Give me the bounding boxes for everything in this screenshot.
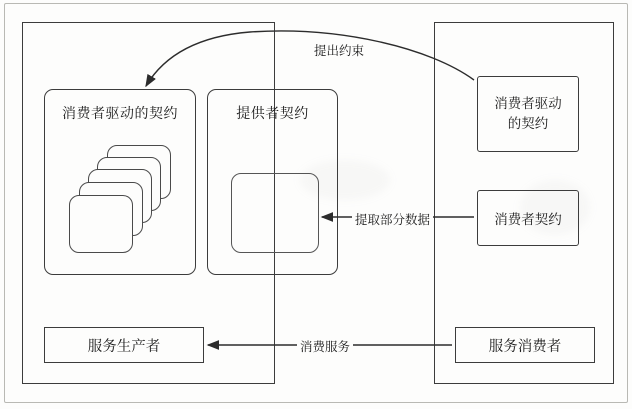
provider-contract-inner-box [231,173,319,253]
provider-contract-group-label: 提供者契约 [236,106,309,122]
edge-label-extract-partial-data: 提取部分数据 [352,210,433,228]
cdc-line1: 消费者驱动 [494,95,562,112]
consumer-contract-box [477,190,579,246]
contract-card-stack [69,145,179,261]
cdc-line2: 的契约 [507,116,549,132]
contract-card [69,195,133,253]
consumer-driven-contract-box [477,76,579,152]
edge-label-submit-constraint: 提出约束 [311,41,367,59]
service-consumer-box [455,327,595,363]
service-producer-label: 服务生产者 [87,338,161,355]
consumer-driven-contract-group [44,89,196,275]
consumer-driven-contract-group-label: 消费者驱动的契约 [62,106,178,122]
service-consumer-label: 服务消费者 [488,338,562,355]
edge-label-consume-service: 消费服务 [297,337,353,355]
consumer-driven-contract-box-label [494,94,562,135]
provider-contract-group [207,89,338,275]
service-producer-box [44,327,204,363]
consumer-contract-box-label: 消费者契约 [494,212,562,228]
